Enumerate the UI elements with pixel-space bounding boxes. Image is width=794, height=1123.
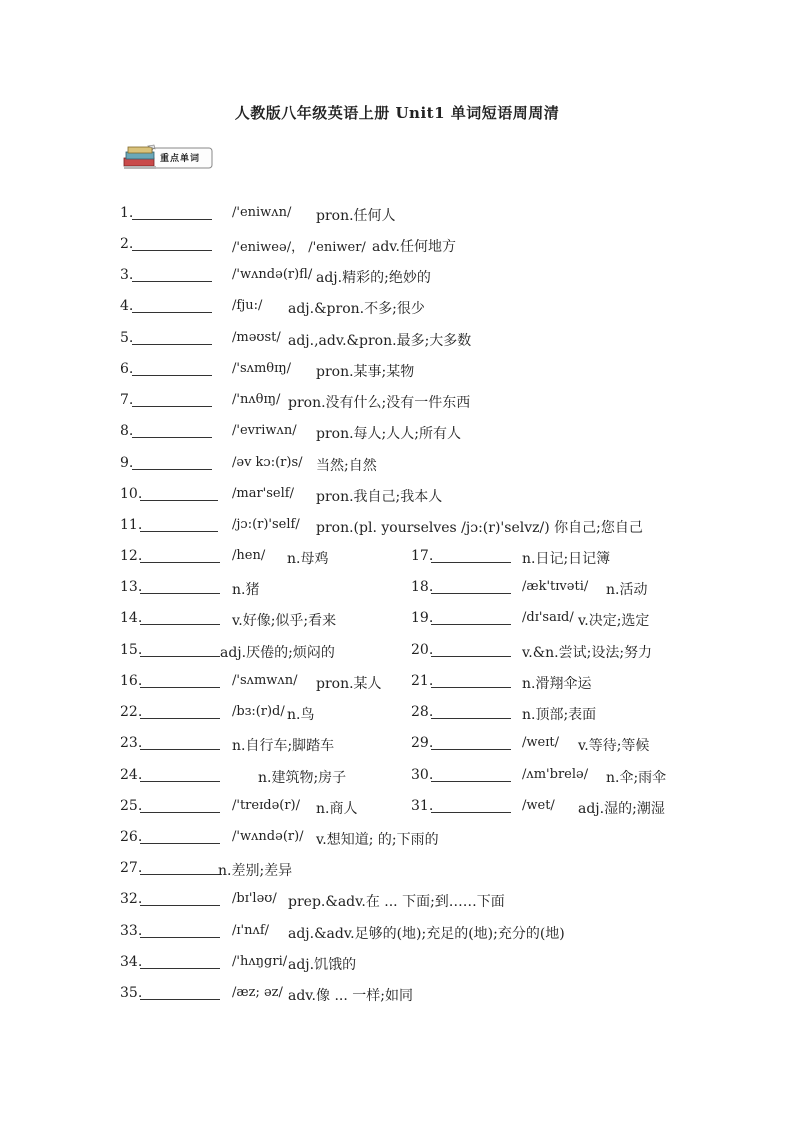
phonetic: /æk'tɪvəti/ [522,579,589,594]
phonetic: /fju:/ [232,298,263,313]
item-number: 15. [120,642,143,658]
phonetic: /əv kɔ:(r)s/ [232,455,303,470]
definition: n.差别;差异 [218,863,293,879]
answer-blank[interactable] [140,769,220,782]
phonetic: /wet/ [522,798,555,813]
item-number: 2. [120,236,134,252]
item-number: 28. [411,704,434,720]
answer-blank[interactable] [431,550,511,563]
phonetic: /'wʌndə(r)fl/ [232,267,313,282]
item-number: 11. [120,517,143,533]
answer-blank[interactable] [132,238,212,251]
answer-blank[interactable] [431,706,511,719]
definition: adj.&adv.足够的(地);充足的(地);充分的(地) [288,926,565,942]
phonetic: /bɪ'ləʊ/ [232,891,277,906]
answer-blank[interactable] [431,581,511,594]
item-number: 21. [411,673,434,689]
answer-blank[interactable] [132,207,212,220]
answer-blank[interactable] [140,862,220,875]
item-number: 33. [120,923,143,939]
definition: pron.某人 [316,676,382,692]
definition: n.建筑物;房子 [258,770,347,786]
answer-blank[interactable] [140,644,220,657]
item-number: 31. [411,798,434,814]
item-number: 3. [120,267,134,283]
item-number: 30. [411,767,434,783]
answer-blank[interactable] [140,925,220,938]
phonetic: /'wʌndə(r)/ [232,829,304,844]
item-number: 35. [120,985,143,1001]
answer-blank[interactable] [140,831,220,844]
item-number: 10. [120,486,143,502]
item-number: 19. [411,610,434,626]
phonetic: /məʊst/ [232,330,281,345]
answer-blank[interactable] [140,581,220,594]
answer-blank[interactable] [140,987,220,1000]
definition: v.好像;似乎;看来 [232,613,337,629]
definition: adv.任何地方 [372,239,457,255]
item-number: 34. [120,954,143,970]
answer-blank[interactable] [132,457,212,470]
phonetic: /ɪ'nʌf/ [232,923,270,938]
definition: v.&n.尝试;设法;努力 [522,645,653,661]
definition: n.活动 [606,582,648,598]
item-number: 5. [120,330,134,346]
item-number: 32. [120,891,143,907]
answer-blank[interactable] [132,363,212,376]
item-number: 14. [120,610,143,626]
phonetic: /'sʌmθɪŋ/ [232,361,292,376]
item-number: 6. [120,361,134,377]
definition: n.日记;日记簿 [522,551,611,567]
item-number: 18. [411,579,434,595]
item-number: 24. [120,767,143,783]
answer-blank[interactable] [140,737,220,750]
item-number: 27. [120,860,143,876]
definition: n.伞;雨伞 [606,770,667,786]
phonetic: /ʌm'brelə/ [522,767,589,782]
item-number: 13. [120,579,143,595]
page-title: 人教版八年级英语上册 Unit1 单词短语周周清 [234,104,560,122]
item-number: 17. [411,548,434,564]
item-number: 9. [120,455,134,471]
phonetic: /'eniwʌn/ [232,205,292,220]
phonetic: /mar'self/ [232,486,294,501]
definition: n.顶部;表面 [522,707,597,723]
definition: n.商人 [316,801,358,817]
answer-blank[interactable] [132,394,212,407]
answer-blank[interactable] [431,644,511,657]
definition: adj.精彩的;绝妙的 [316,270,431,286]
definition: 当然;自然 [316,458,377,474]
definition: pron.没有什么;没有一件东西 [288,395,471,411]
phonetic: /'nʌθɪŋ/ [232,392,281,407]
definition: v.想知道; 的;下雨的 [316,832,439,848]
definition: pron.(pl. yourselves /jɔ:(r)'selvz/) 你自己;您自己 [316,520,643,536]
phonetic: /'treɪdə(r)/ [232,798,300,813]
item-number: 12. [120,548,143,564]
definition: v.等待;等候 [578,738,650,754]
phonetic: /'hʌŋgri/ [232,954,288,969]
answer-blank[interactable] [431,737,511,750]
item-number: 23. [120,735,143,751]
phonetic: /'eniweə/， /'eniwer/ [232,240,366,255]
definition: n.猪 [232,582,260,598]
definition: prep.&adv.在 ... 下面;到……下面 [288,894,505,910]
phonetic: /jɔ:(r)'self/ [232,517,300,532]
definition: n.自行车;脚踏车 [232,738,335,754]
item-number: 7. [120,392,134,408]
definition: pron.任何人 [316,208,396,224]
answer-blank[interactable] [431,675,511,688]
item-number: 16. [120,673,143,689]
item-number: 22. [120,704,143,720]
answer-blank[interactable] [431,769,511,782]
phonetic: /dɪ'saɪd/ [522,610,574,625]
definition: pron.我自己;我本人 [316,489,443,505]
item-number: 4. [120,298,134,314]
answer-blank[interactable] [132,332,212,345]
answer-blank[interactable] [140,519,218,532]
phonetic: /weɪt/ [522,735,559,750]
definition: n.滑翔伞运 [522,676,592,692]
item-number: 29. [411,735,434,751]
answer-blank[interactable] [140,706,220,719]
item-number: 1. [120,205,134,221]
definition: v.决定;选定 [578,613,650,629]
definition: adj.湿的;潮湿 [578,801,665,817]
definition: adj.&pron.不多;很少 [288,301,425,317]
definition: adj.饥饿的 [288,957,357,973]
phonetic: /'sʌmwʌn/ [232,673,298,688]
answer-blank[interactable] [132,425,212,438]
item-number: 26. [120,829,143,845]
definition: adj.,adv.&pron.最多;大多数 [288,333,472,349]
answer-blank[interactable] [140,800,220,813]
phonetic: /hen/ [232,548,266,563]
answer-blank[interactable] [132,300,212,313]
answer-blank[interactable] [140,893,220,906]
answer-blank[interactable] [140,612,220,625]
phonetic: /bɜ:(r)d/ [232,704,285,719]
answer-blank[interactable] [140,956,220,969]
definition: pron.每人;人人;所有人 [316,426,461,442]
definition: n.鸟 [287,707,315,723]
phonetic: /'evriwʌn/ [232,423,297,438]
answer-blank[interactable] [140,550,220,563]
answer-blank[interactable] [140,675,220,688]
item-number: 20. [411,642,434,658]
phonetic: /æz; əz/ [232,985,283,1000]
item-number: 25. [120,798,143,814]
definition: adj.厌倦的;烦闷的 [220,645,335,661]
section-badge-label: 重点单词 [160,154,201,164]
definition: pron.某事;某物 [316,364,415,380]
definition: n.母鸡 [287,551,329,567]
answer-blank[interactable] [140,488,218,501]
answer-blank[interactable] [431,800,511,813]
item-number: 8. [120,423,134,439]
answer-blank[interactable] [132,269,212,282]
answer-blank[interactable] [431,612,511,625]
definition: adv.像 ... 一样;如同 [288,988,413,1004]
